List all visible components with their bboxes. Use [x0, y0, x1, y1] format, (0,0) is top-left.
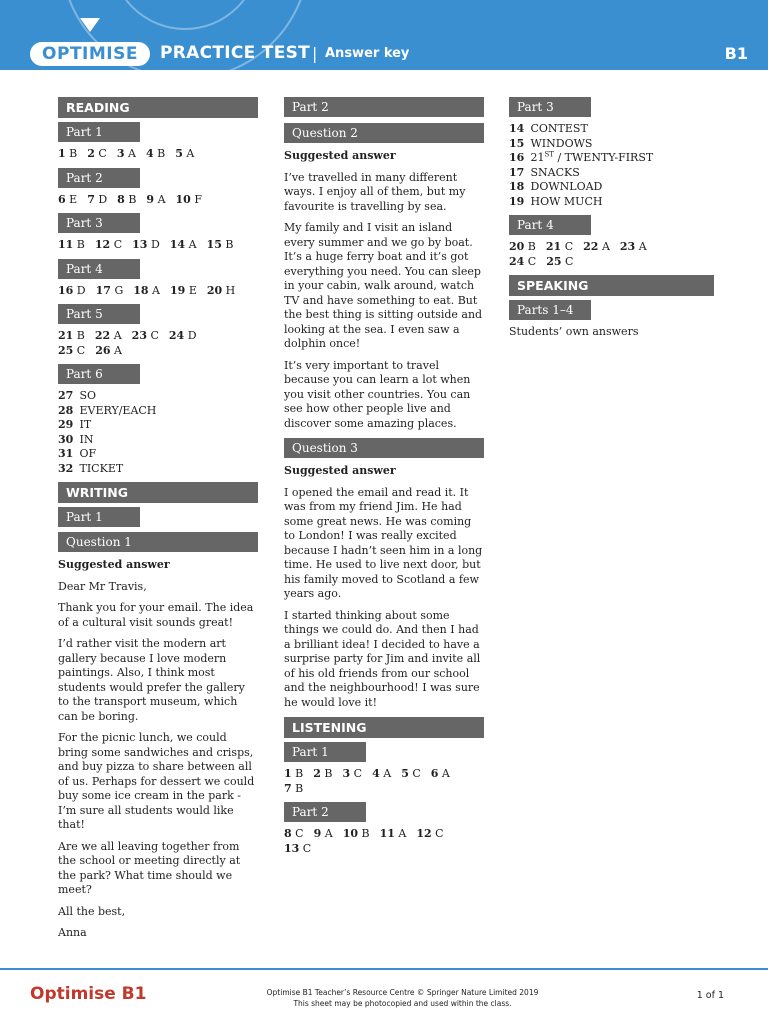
answer-item	[284, 782, 303, 797]
answer-number: 8	[284, 827, 292, 840]
footer-copyright	[230, 987, 575, 1009]
answer-item	[117, 193, 136, 208]
answer-number: 19	[509, 194, 525, 208]
answer-value: OF	[76, 447, 97, 460]
copyright-line: Optimise B1 Teacher’s Resource Centre © Springer Nature Limited 2019	[266, 988, 539, 997]
question-2-heading: Question 2	[284, 123, 484, 143]
answer-list	[58, 389, 258, 476]
paragraph: I’d rather visit the modern art gallery because I love modern paintings. Also, I think most students would prefer the gallery to the transport museum, which can be boring.	[58, 637, 245, 723]
answer-item	[207, 284, 235, 299]
answer-number: 16	[509, 151, 525, 164]
page-title: PRACTICE TEST	[160, 43, 311, 63]
answer-value: C	[291, 827, 304, 840]
section-heading-reading: READING	[58, 97, 258, 118]
reading-part-4-heading: Part 4	[58, 259, 140, 279]
answer-number: 17	[509, 165, 525, 179]
answer-number: 23	[619, 240, 636, 253]
answer-item	[284, 842, 311, 857]
answer-value: B	[291, 781, 304, 795]
suggested-answer-label: Suggested answer	[284, 149, 396, 162]
answer-value: C	[94, 147, 107, 160]
answer-item	[620, 240, 647, 255]
answer-number: 1	[58, 147, 66, 160]
answer-number: 16	[58, 283, 74, 297]
answer-value: WINDOWS	[530, 136, 593, 150]
section-heading-listening: LISTENING	[284, 717, 484, 738]
reading-part-5-heading: Part 5	[58, 304, 140, 324]
answer-number: 4	[145, 147, 154, 160]
answer-item	[401, 767, 421, 782]
writing-part-1-heading: Part 1	[58, 507, 140, 527]
answer-number: 21	[545, 240, 562, 253]
answer-value: C	[299, 841, 312, 855]
answer-value: A	[110, 343, 122, 357]
answer-number: 25	[546, 254, 562, 268]
answer-number: 6	[430, 767, 439, 780]
answer-number: 13	[132, 238, 148, 251]
answer-row	[58, 329, 218, 358]
answer-item	[314, 827, 333, 842]
answer-item	[509, 180, 714, 195]
answer-number: 22	[94, 329, 111, 342]
answer-number: 7	[284, 781, 292, 795]
reading-part-6-heading: Part 6	[58, 364, 140, 384]
answer-value: B	[221, 238, 234, 251]
answer-value: DOWNLOAD	[530, 180, 603, 193]
answer-value: IT	[76, 418, 92, 431]
answer-value: C	[561, 254, 574, 268]
answer-item	[58, 433, 258, 448]
listening-part-3-heading: Part 3	[509, 97, 591, 117]
page-header	[0, 0, 768, 70]
answer-number: 8	[117, 192, 125, 206]
answer-item	[132, 238, 160, 253]
answer-value: D	[94, 192, 108, 206]
section-heading-writing: WRITING	[58, 482, 258, 503]
answer-item	[313, 767, 332, 782]
answer-number: 2	[87, 147, 95, 160]
answer-value: B	[73, 329, 85, 342]
answer-row	[58, 147, 258, 162]
answer-value: A	[148, 283, 161, 297]
question-3-heading: Question 3	[284, 438, 484, 458]
answer-value: CONTEST	[530, 122, 588, 135]
answer-value: C	[350, 767, 363, 780]
answer-item	[146, 193, 165, 208]
answer-row	[284, 827, 484, 856]
answer-number: 12	[94, 238, 111, 251]
answer-value: 21	[530, 151, 545, 164]
answer-number: 1	[284, 767, 292, 780]
answer-number: 24	[509, 254, 525, 268]
page-subtitle: Answer key	[325, 46, 410, 61]
answer-value: B	[65, 147, 78, 160]
answer-number: 10	[342, 827, 358, 840]
answer-item	[380, 827, 407, 842]
answer-item	[372, 767, 391, 782]
answer-value: SNACKS	[530, 165, 580, 179]
answer-number: 30	[58, 432, 74, 446]
answer-number: 2	[313, 767, 321, 780]
answer-item	[416, 827, 443, 842]
answer-number: 20	[206, 283, 223, 297]
answer-number: 13	[284, 841, 300, 855]
answer-value: / TWENTY-FIRST	[553, 151, 654, 164]
answer-value: G	[110, 283, 124, 297]
logo-text: OPTIMISE	[42, 44, 138, 64]
answer-value: A	[394, 827, 407, 840]
answer-row	[58, 238, 258, 253]
answer-item	[284, 767, 303, 782]
answer-item	[58, 329, 85, 344]
paragraph: Dear Mr Travis,	[58, 579, 147, 593]
suggested-answer-label: Suggested answer	[58, 558, 170, 571]
answer-value: EVERY/EACH	[76, 403, 157, 417]
answer-number: 3	[116, 147, 125, 160]
answer-number: 7	[87, 192, 95, 206]
footer-brand: Optimise B1	[30, 984, 147, 1004]
answer-item	[58, 284, 86, 299]
footer-divider	[0, 968, 768, 970]
answer-item	[546, 240, 573, 255]
speaking-answer-text: Students’ own answers	[509, 325, 639, 338]
answer-value: A	[635, 240, 647, 253]
answer-value: C	[431, 827, 444, 840]
answer-row	[58, 193, 258, 208]
speaking-parts-heading: Parts 1–4	[509, 300, 591, 320]
answer-number: 15	[206, 238, 222, 251]
answer-value: A	[185, 238, 197, 251]
paragraph: My family and I visit an island every summer and we go by boat. It’s a huge ferry boat and it’s got everything you need. You can sleep in your cabin, walk around, watch TV and have something to eat. But the best thing is sitting outside and looking at the sea. I even saw a dolphin once!	[284, 221, 483, 350]
answer-value: A	[379, 767, 392, 780]
answer-text	[58, 580, 258, 941]
answer-number: 6	[58, 192, 66, 206]
answer-number: 29	[58, 418, 74, 431]
reading-part-3-heading: Part 3	[58, 213, 140, 233]
answer-number: 32	[58, 461, 74, 475]
paragraph: Thank you for your email. The idea of a cultural visit sounds great!	[58, 601, 254, 629]
column-left	[58, 97, 258, 948]
answer-value: F	[190, 192, 202, 206]
reading-part-1-heading: Part 1	[58, 122, 140, 142]
answer-value: C	[146, 329, 159, 342]
answer-value: B	[153, 147, 166, 160]
answer-item	[133, 284, 160, 299]
answer-value: HOW MUCH	[530, 194, 603, 208]
answer-value: A	[321, 827, 333, 840]
answer-number: 14	[509, 122, 525, 135]
column-right	[509, 97, 714, 347]
answer-item	[431, 767, 450, 782]
answer-item	[583, 240, 610, 255]
answer-value: E	[65, 192, 78, 206]
answer-value: B	[291, 767, 304, 780]
answer-row	[509, 240, 659, 269]
answer-item	[176, 193, 202, 208]
answer-number: 4	[372, 767, 380, 780]
paragraph: It’s very important to travel because you can learn a lot when you visit other countries. You can see how other people live and discover some amazing places.	[284, 358, 471, 430]
answer-value: E	[185, 283, 197, 297]
answer-item	[175, 147, 194, 162]
answer-item	[146, 147, 165, 162]
answer-item	[58, 238, 85, 253]
answer-value: C	[408, 767, 421, 780]
paragraph: I’ve travelled in many different ways. I enjoy all of them, but my favourite is travelling by sea.	[284, 170, 466, 213]
question-1-heading: Question 1	[58, 532, 258, 552]
answer-item	[343, 767, 363, 782]
answer-value: A	[438, 767, 450, 780]
answer-item	[96, 284, 124, 299]
answer-value: C	[561, 240, 574, 253]
answer-text	[284, 171, 484, 432]
answer-number: 12	[416, 827, 432, 840]
answer-number: 11	[379, 827, 395, 840]
answer-item	[207, 238, 234, 253]
listening-part-1-heading: Part 1	[284, 742, 366, 762]
answer-item	[87, 193, 107, 208]
answer-number: 17	[95, 283, 111, 297]
answer-value: A	[598, 240, 610, 253]
column-middle	[284, 97, 484, 862]
answer-number: 18	[133, 283, 149, 297]
answer-value: A	[154, 192, 166, 206]
answer-item	[509, 240, 536, 255]
answer-item	[58, 404, 258, 419]
answer-item	[58, 193, 77, 208]
answer-item	[509, 122, 714, 137]
answer-item	[58, 418, 258, 433]
answer-item	[58, 389, 258, 404]
answer-value: B	[320, 767, 333, 780]
answer-value: TICKET	[76, 461, 124, 475]
answer-item	[117, 147, 136, 162]
reading-part-2-heading: Part 2	[58, 168, 140, 188]
answer-number: 23	[131, 329, 147, 342]
answer-number: 22	[583, 240, 599, 253]
answer-value: H	[222, 283, 236, 297]
level-badge: B1	[724, 44, 748, 63]
copyright-line: This sheet may be photocopied and used within the class.	[293, 999, 512, 1008]
answer-item	[58, 344, 85, 359]
answer-number: 9	[146, 192, 155, 206]
answer-value: D	[73, 283, 86, 297]
answer-value: A	[182, 147, 195, 160]
answer-text	[284, 486, 484, 711]
title-separator: |	[312, 44, 318, 63]
answer-number: 3	[342, 767, 351, 780]
answer-item	[170, 238, 197, 253]
answer-value: IN	[76, 432, 94, 446]
answer-value: SO	[76, 389, 97, 402]
section-heading-speaking: SPEAKING	[509, 275, 714, 296]
answer-item	[58, 147, 77, 162]
answer-value: B	[124, 192, 137, 206]
answer-value: A	[124, 147, 136, 160]
listening-part-4-heading: Part 4	[509, 215, 591, 235]
answer-number: 15	[509, 136, 525, 150]
answer-number: 11	[58, 238, 74, 251]
answer-value: D	[147, 238, 160, 251]
suggested-answer-label: Suggested answer	[284, 464, 396, 477]
answer-number: 20	[509, 240, 525, 253]
answer-item	[58, 447, 258, 462]
paragraph: I started thinking about some things we could do. And then I had a brilliant idea! I decided to have a surprise party for Jim and invite all of his old friends from our school and the neighbourhood! I was sure he would love it!	[284, 608, 481, 709]
answer-number: 26	[95, 343, 111, 357]
answer-item	[95, 238, 122, 253]
answer-number: 10	[175, 192, 191, 206]
answer-row	[58, 284, 258, 299]
answer-number: 18	[509, 180, 525, 193]
writing-part-2-heading: Part 2	[284, 97, 484, 117]
answer-item	[95, 329, 122, 344]
answer-item	[509, 137, 714, 152]
answer-number: 5	[401, 767, 409, 780]
answer-number: 9	[313, 827, 322, 840]
answer-number: 21	[58, 329, 74, 342]
answer-value: B	[524, 240, 536, 253]
answer-value: B	[358, 827, 370, 840]
answer-value: C	[110, 238, 123, 251]
answer-number: 5	[175, 147, 183, 160]
paragraph: Are we all leaving together from the school or meeting directly at the park? What time should we meet?	[58, 839, 241, 896]
answer-item	[546, 255, 573, 270]
answer-item	[170, 284, 197, 299]
paragraph: All the best,	[58, 904, 126, 918]
answer-number: 19	[170, 283, 186, 297]
answer-number: 31	[58, 447, 74, 460]
answer-value: C	[73, 343, 86, 357]
answer-number: 14	[169, 238, 186, 251]
paragraph: I opened the email and read it. It was from my friend Jim. He had some great news. He was coming to London! I was really excited because I hadn’t seen him in a long time. He used to live next door, but his family moved to Scotland a few years ago.	[284, 485, 483, 600]
answer-number: 28	[58, 403, 74, 417]
page-number: 1 of 1	[696, 990, 724, 1001]
listening-part-2-heading: Part 2	[284, 802, 366, 822]
paragraph: Anna	[58, 926, 87, 939]
answer-row	[284, 767, 484, 796]
answer-value: D	[184, 329, 197, 342]
answer-list	[509, 122, 714, 209]
answer-number: 24	[168, 329, 185, 342]
answer-item	[58, 462, 258, 477]
answer-value: A	[110, 329, 122, 342]
answer-item	[509, 255, 536, 270]
answer-item	[509, 151, 714, 166]
answer-number: 27	[58, 389, 74, 402]
answer-item	[343, 827, 370, 842]
answer-value: B	[73, 238, 85, 251]
ordinal-suffix: ST	[544, 150, 554, 159]
paragraph: For the picnic lunch, we could bring some sandwiches and crisps, and buy pizza to share between all of us. Perhaps for dessert we could buy some ice cream in the park - I’m sure all students would like that!	[58, 731, 255, 831]
answer-value: C	[524, 254, 537, 268]
logo-triangle-icon	[80, 18, 100, 32]
answer-number: 25	[58, 343, 74, 357]
answer-item	[509, 166, 714, 181]
answer-item	[169, 329, 197, 344]
answer-item	[284, 827, 304, 842]
answer-item	[95, 344, 122, 359]
answer-item	[509, 195, 714, 210]
answer-item	[132, 329, 159, 344]
answer-item	[87, 147, 107, 162]
